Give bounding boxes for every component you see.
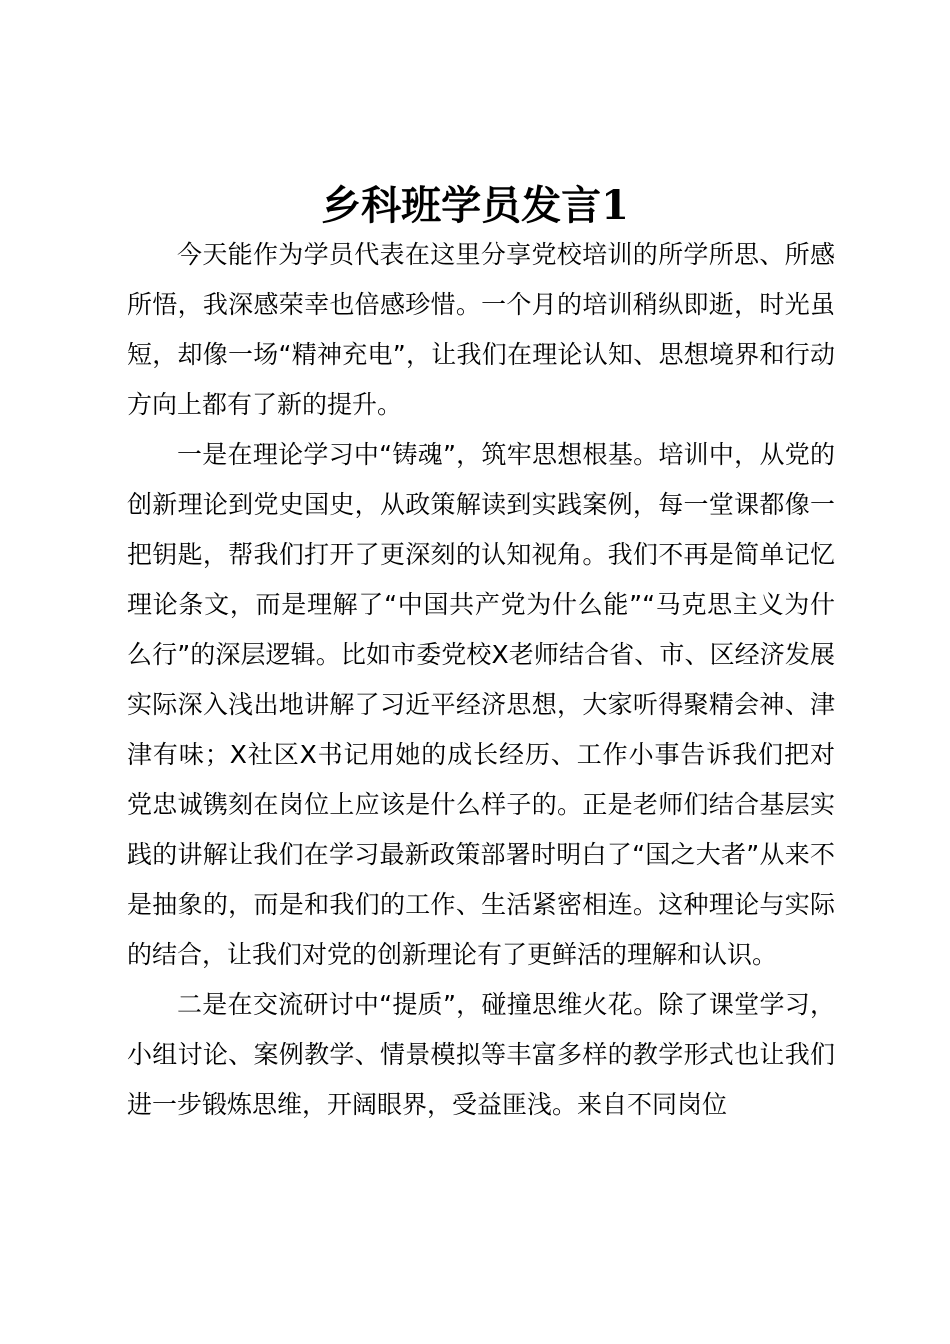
paragraph-theory-study: 一是在理论学习中“铸魂”，筑牢思想根基。培训中，从党的创新理论到党史国史，从政策解读到实践案例，每一堂课都像一把钥匙，帮我们打开了更深刻的认知视角。我们不再是简单记忆理论条文，而是理解了“中国共产党为什么能”“马克思主义为什么行”的深层逻辑。比如市委党校X老师结合省、市、区经济发展实际深入浅出地讲解了习近平经济思想，大家听得聚精会神、津津有味；X社区X书记用她的成长经历、工作小事告诉我们把对党忠诚镌刻在岗位上应该是什么样子的。正是老师们结合基层实践的讲解让我们在学习最新政策部署时明白了“国之大者”从来不是抽象的，而是和我们的工作、生活紧密相连。这种理论与实际的结合，让我们对党的创新理论有了更鲜活的理解和认识。 — [127, 440, 835, 969]
paragraph-discussion: 二是在交流研讨中“提质”，碰撞思维火花。除了课堂学习，小组讨论、案例教学、情景模拟等丰富多样的教学形式也让我们进一步锻炼思维，开阔眼界，受益匪浅。来自不同岗位 — [127, 990, 835, 1119]
paragraph-intro: 今天能作为学员代表在这里分享党校培训的所学所思、所感所悟，我深感荣幸也倍感珍惜。一个月的培训稍纵即逝，时光虽短，却像一场“精神充电”，让我们在理论认知、思想境界和行动方向上都有了新的提升。 — [127, 240, 835, 419]
document-body — [127, 230, 835, 1130]
document-title: 乡科班学员发言1 — [321, 182, 629, 229]
